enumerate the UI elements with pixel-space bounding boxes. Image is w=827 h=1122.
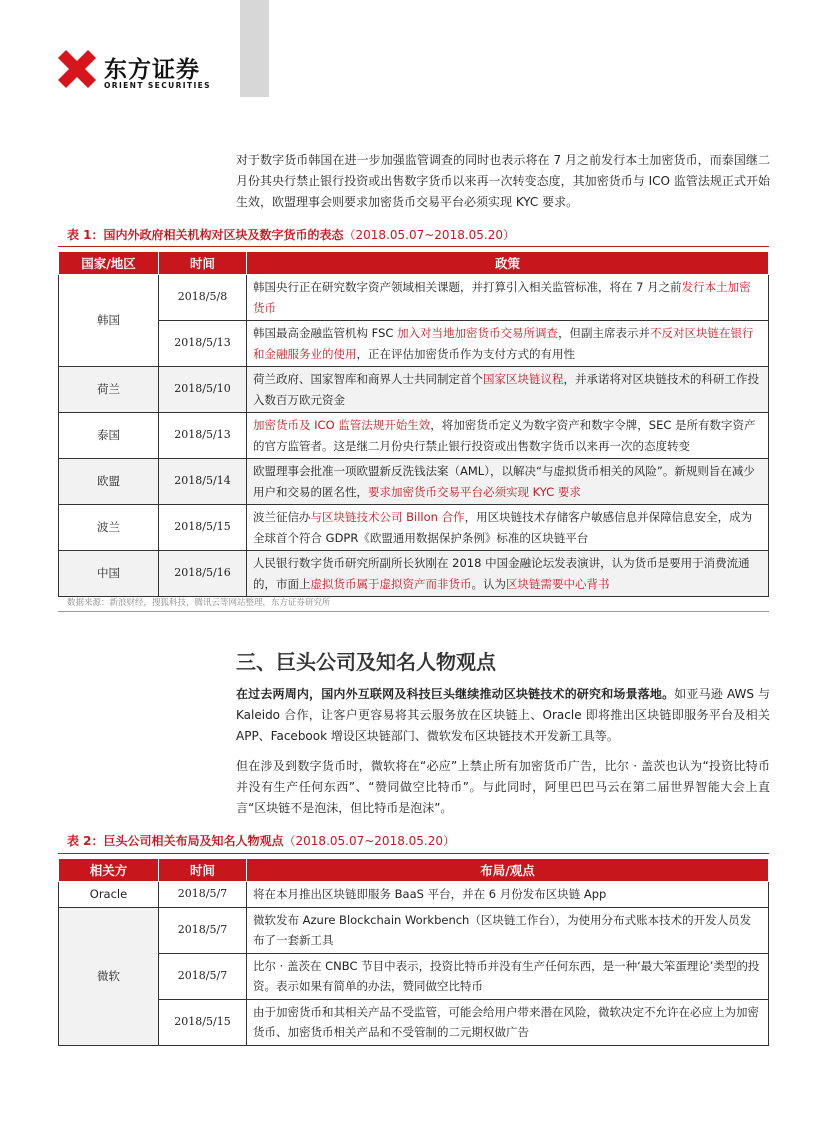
date-cell: 2018/5/8 xyxy=(159,275,247,321)
table-row xyxy=(59,907,769,953)
policy-text: 荷兰政府、国家智库和商界人士共同制定首个 xyxy=(253,372,483,386)
table2-caption-title: 表 2：巨头公司相关布局及知名人物观点 xyxy=(67,834,284,848)
table1-caption-range: （2018.05.07~2018.05.20） xyxy=(343,228,516,242)
date-cell: 2018/5/15 xyxy=(159,999,247,1045)
policy-text: 波兰征信办 xyxy=(253,510,311,524)
policy-text: 韩国央行正在研究数字资产领域相关课题，并打算引入相关监管标准，将在 7 月之前 xyxy=(253,280,682,294)
highlighted-text: 加入对当地加密货币交易所调查 xyxy=(397,326,559,340)
view-cell: 将在本月推出区块链即服务 BaaS 平台，并在 6 月份发布区块链 App xyxy=(247,882,769,908)
table-row xyxy=(59,367,769,413)
logo xyxy=(56,48,226,98)
policy-text: 。认为 xyxy=(471,576,506,591)
col-header-party: 相关方 xyxy=(59,859,159,882)
policy-text: 欧盟理事会批准一项欧盟新反洗钱法案（AML），以解决“与虚拟货币相关的风险”。新规则旨在减少用户和交易的匿名性， xyxy=(253,464,755,499)
col-header-policy: 政策 xyxy=(247,252,769,275)
col-header-date: 时间 xyxy=(159,859,247,882)
table-row xyxy=(59,505,769,551)
policy-cell xyxy=(247,367,769,413)
logo-chinese-name: 东方证券 xyxy=(104,57,200,83)
highlighted-text: 要求加密货币交易平台必须实现 KYC 要求 xyxy=(368,484,581,499)
policy-cell xyxy=(247,413,769,459)
giants-table xyxy=(58,858,769,1046)
section3-paragraph-2: 但在涉及到数字货币时，微软将在“必应”上禁止所有加密货币广告，比尔 · 盖茨也认为“投资比特币并没有生产任何东西”、“赞同做空比特币”。与此同时，阿里巴巴马云在第二届世界智能大会上直言“区块链不是泡沫，但比特币是泡沫”。 xyxy=(236,759,770,815)
date-cell: 2018/5/16 xyxy=(159,551,247,597)
table2-caption-range: （2018.05.07~2018.05.20） xyxy=(283,834,456,848)
view-cell: 比尔 · 盖茨在 CNBC 节目中表示，投资比特币并没有生产任何东西，是一种‘最大笨蛋理论’类型的投资。表示如果有简单的办法，赞同做空比特币 xyxy=(247,953,769,999)
country-cell: 韩国 xyxy=(59,275,159,367)
country-cell: 欧盟 xyxy=(59,459,159,505)
date-cell: 2018/5/7 xyxy=(159,953,247,999)
table-row xyxy=(59,953,769,999)
table2-top-rule xyxy=(58,853,769,854)
section3-paragraph-1 xyxy=(236,684,770,747)
highlighted-text: 发行本土加密货币 xyxy=(253,280,751,315)
highlighted-text: 国家区块链议程 xyxy=(483,372,564,386)
section3-para1-lead: 在过去两周内，国内外互联网及科技巨头继续推动区块链技术的研究和场景落地。 xyxy=(236,687,675,701)
intro-paragraph: 对于数字货币韩国在进一步加强监管调查的同时也表示将在 7 月之前发行本土加密货币，而泰国继二月份其央行禁止银行投资或出售数字货币以来再一次转变态度，其加密货币与 ICO 监管法规正式开始生效，欧盟理事会则要求加密货币交易平台必须实现 KYC 要求。 xyxy=(236,153,770,209)
view-cell: 微软发布 Azure Blockchain Workbench（区块链工作台），为使用分布式账本技术的开发人员发布了一套新工具 xyxy=(247,907,769,953)
date-cell: 2018/5/13 xyxy=(159,321,247,367)
date-cell: 2018/5/7 xyxy=(159,907,247,953)
date-cell: 2018/5/15 xyxy=(159,505,247,551)
policy-cell xyxy=(247,505,769,551)
policy-text: ，并承诺将对区块链技术的科研工作投入数百万欧元资金 xyxy=(253,372,759,407)
table1-caption-title: 表 1：国内外政府相关机构对区块及数字货币的表态 xyxy=(67,228,344,242)
date-cell: 2018/5/14 xyxy=(159,459,247,505)
policy-text: ，但副主席表示并 xyxy=(558,326,651,340)
policy-cell xyxy=(247,551,769,597)
table-row xyxy=(59,459,769,505)
table-row xyxy=(59,275,769,321)
policy-text: ，用区块链技术存储客户敏感信息并保障信息安全，成为全球首个符合 GDPR《欧盟通用数据保护条例》标准的区块链平台 xyxy=(253,510,753,545)
section3-para1-body: 如亚马逊 AWS 与 Kaleido 合作，让客户更容易将其云服务放在区块链上、Oracle 即将推出区块链即服务平台及相关 APP、Facebook 增设区块链部门、微软发布区块链技术开发新工具等。 xyxy=(236,687,770,743)
highlighted-text: 与区块链技术公司 Billon 合作 xyxy=(310,510,465,524)
policy-text: ，正在评估加密货币作为支付方式的有用性 xyxy=(356,346,575,361)
table-row xyxy=(59,413,769,459)
date-cell: 2018/5/7 xyxy=(159,882,247,908)
view-cell: 由于加密货币和其相关产品不受监管，可能会给用户带来潜在风险，微软决定不允许在必应上为加密货币、加密货币相关产品和不受管制的二元期权做广告 xyxy=(247,999,769,1045)
policy-text: 人民银行数字货币研究所副所长狄刚在 2018 中国金融论坛发表演讲，认为货币是要用于消费流通的，市面上 xyxy=(253,556,750,591)
section3-title: 三、巨头公司及知名人物观点 xyxy=(236,650,496,674)
table-row xyxy=(59,882,769,908)
highlighted-text: 虚拟货币属于虚拟资产而非货币 xyxy=(310,576,472,591)
table-row xyxy=(59,321,769,367)
col-header-view: 布局/观点 xyxy=(247,859,769,882)
country-cell: 泰国 xyxy=(59,413,159,459)
highlighted-text: 加密货币及 ICO 监管法规开始生效 xyxy=(253,418,431,432)
policy-text: ，将加密货币定义为数字资产和数字令牌，SEC 是所有数字资产的官方监管者。这是继二月份央行禁止银行投资或出售数字货币以来再一次的态度转变 xyxy=(253,418,756,453)
policy-cell xyxy=(247,321,769,367)
policy-cell xyxy=(247,275,769,321)
party-cell: 微软 xyxy=(59,907,159,1045)
table1-top-rule xyxy=(58,246,769,247)
table-row xyxy=(59,551,769,597)
table1-caption xyxy=(67,226,769,243)
country-cell: 中国 xyxy=(59,551,159,597)
logo-english-name: ORIENT SECURITIES xyxy=(104,81,211,90)
highlighted-text: 不反对区块链在银行和金融服务业的使用 xyxy=(253,326,754,361)
policy-text: 韩国最高金融监管机构 FSC xyxy=(253,326,398,340)
date-cell: 2018/5/10 xyxy=(159,367,247,413)
date-cell: 2018/5/13 xyxy=(159,413,247,459)
table1-bottom-rule xyxy=(58,611,769,612)
table1-source: 数据来源：新浪财经，搜狐科技，腾讯云等网站整理，东方证券研究所 xyxy=(67,598,331,608)
country-cell: 荷兰 xyxy=(59,367,159,413)
col-header-country: 国家/地区 xyxy=(59,252,159,275)
highlighted-text: 区块链需要中心背书 xyxy=(506,576,610,591)
policy-cell xyxy=(247,459,769,505)
col-header-date: 时间 xyxy=(159,252,247,275)
policy-table xyxy=(58,251,769,597)
party-cell: Oracle xyxy=(59,882,159,908)
header-gray-bar xyxy=(240,0,269,97)
country-cell: 波兰 xyxy=(59,505,159,551)
table-row xyxy=(59,999,769,1045)
orient-logo-icon xyxy=(56,48,98,90)
table2-caption xyxy=(67,832,769,849)
